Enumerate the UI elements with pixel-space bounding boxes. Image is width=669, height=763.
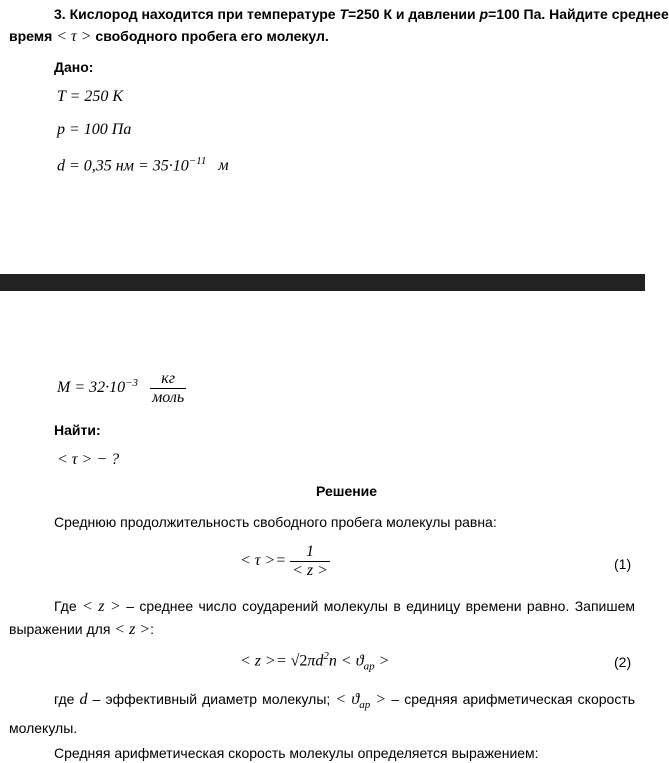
problem-line2-b: свободного пробега его молекул. bbox=[95, 28, 329, 44]
equation-2 bbox=[240, 650, 389, 673]
p2-colon: : bbox=[150, 621, 155, 637]
equation-2-number: (2) bbox=[614, 654, 632, 670]
given-heading: Дано: bbox=[54, 59, 94, 75]
problem-line-2 bbox=[9, 28, 329, 46]
diameter-value: d = 0,35 нм = 35·10 bbox=[57, 157, 189, 175]
diameter-exponent: −11 bbox=[188, 155, 207, 167]
p2-text: – среднее число соударений молекулы в единицу времени равно. Запишем выражении для bbox=[9, 598, 636, 637]
molar-mass-exponent: −3 bbox=[125, 376, 139, 389]
eq2-power: 2 bbox=[323, 650, 329, 662]
eq2-n-theta: n < ϑ bbox=[328, 652, 364, 670]
given-molar-mass bbox=[57, 370, 186, 407]
eq2-close: > bbox=[374, 652, 390, 670]
problem-number: 3. bbox=[54, 6, 66, 22]
molar-mass-unit-num: кг bbox=[161, 370, 175, 387]
eq2-pi-d: πd bbox=[307, 652, 324, 670]
temperature-symbol: T bbox=[339, 6, 349, 22]
molar-mass-unit bbox=[150, 370, 186, 407]
given-temperature: T = 250 K bbox=[57, 88, 124, 105]
problem-text-a: Кислород находится при температуре bbox=[69, 6, 336, 22]
equation-1 bbox=[240, 543, 330, 580]
find-heading: Найти: bbox=[54, 422, 101, 438]
eq1-fraction bbox=[290, 543, 330, 580]
tau-symbol: < τ > bbox=[56, 28, 92, 45]
problem-line2-a: время bbox=[9, 28, 53, 44]
problem-text-c: =100 Па. Найдите среднее bbox=[488, 6, 669, 22]
equation-1-number: (1) bbox=[614, 556, 632, 572]
solution-paragraph-3 bbox=[9, 688, 635, 740]
p3-speed-subscript: ар bbox=[359, 699, 371, 712]
page-divider bbox=[0, 274, 645, 291]
p3-speed-symbol-close: > bbox=[370, 691, 387, 708]
solution-paragraph-4: Средняя арифметическая скорость молекулы определяется выражением: bbox=[54, 745, 539, 761]
p3-speed-symbol bbox=[335, 691, 387, 712]
pressure-symbol: p bbox=[479, 6, 489, 22]
p3-text: – эффективный диаметр молекулы; bbox=[92, 691, 331, 707]
eq2-root: √2 bbox=[290, 652, 308, 670]
p3-d-symbol: d bbox=[79, 691, 88, 708]
solution-heading: Решение bbox=[316, 483, 378, 499]
p2-z-symbol-1: < z > bbox=[82, 598, 121, 615]
p2-where: Где bbox=[54, 598, 77, 614]
diameter-unit: м bbox=[218, 157, 229, 175]
solution-paragraph-2 bbox=[9, 595, 635, 641]
given-pressure: p = 100 Па bbox=[57, 121, 132, 138]
p3-text-2: – средняя арифметическая скорость молекулы. bbox=[9, 691, 636, 737]
p3-where: где bbox=[54, 691, 75, 707]
eq2-lhs: < z >= bbox=[240, 652, 287, 670]
p2-z-symbol-2: < z > bbox=[114, 621, 151, 638]
p3-speed-symbol-open: < ϑ bbox=[335, 691, 360, 708]
eq1-denominator: < z > bbox=[292, 562, 328, 579]
problem-text-b: =250 К и давлении bbox=[348, 6, 476, 22]
molar-mass-value: M = 32·10 bbox=[57, 379, 126, 397]
given-diameter bbox=[57, 155, 229, 175]
eq1-numerator: 1 bbox=[306, 543, 315, 560]
eq2-subscript: ар bbox=[363, 660, 375, 673]
solution-paragraph-1: Среднюю продолжительность свободного пробега молекулы равна: bbox=[54, 514, 497, 530]
problem-line-1 bbox=[54, 6, 669, 22]
find-expression: < τ > − ? bbox=[57, 451, 120, 468]
molar-mass-unit-den: моль bbox=[152, 389, 185, 406]
eq1-lhs: < τ >= bbox=[240, 552, 287, 570]
